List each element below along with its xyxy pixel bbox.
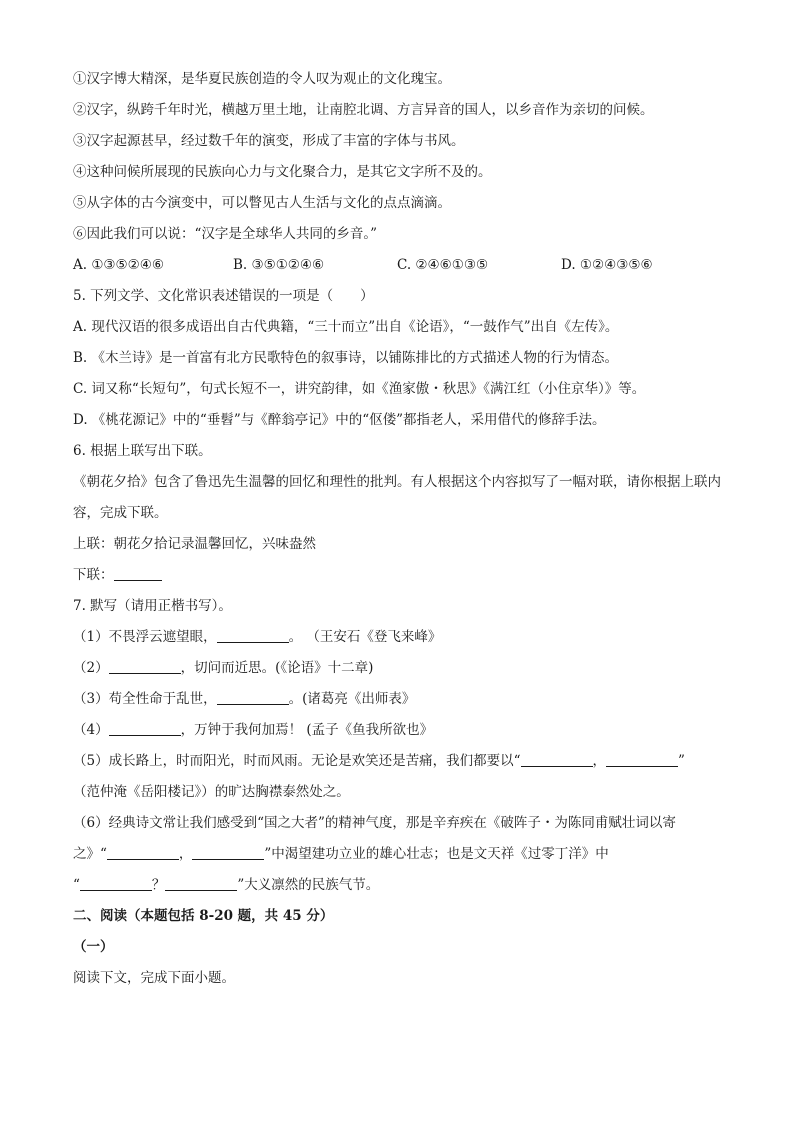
q4-options [73, 250, 723, 281]
q7-6-blank-2[interactable] [192, 845, 264, 860]
q4-item-4: ④这种问候所展现的民族向心力与文化聚合力，是其它文字所不及的。 [73, 164, 492, 180]
q7-item-2: （2） ，切问而近思。(《论语》十二章) [73, 660, 374, 676]
q7-item-5-cont: （范仲淹《岳阳楼记》）的旷达胸襟泰然处之。 [73, 784, 350, 800]
q7-2-blank[interactable] [109, 659, 181, 674]
q4-option-b: B. ③⑤①②④⑥ [233, 257, 325, 273]
q6-answer-blank[interactable] [114, 566, 162, 581]
q4-option-d: D. ①②④③⑤⑥ [561, 257, 653, 273]
section-2-title: 二、阅读（本题包括 8-20 题，共 45 分） [73, 908, 334, 924]
q6-text: 《朝花夕拾》包含了鲁迅先生温馨的回忆和理性的批判。有人根据这个内容拟写了一幅对联，请你根据上联内容，完成下联。 [73, 474, 721, 521]
q7-4-blank[interactable] [109, 721, 181, 736]
q5-option-c: C. 词又称“长短句”，句式长短不一，讲究韵律，如《渔家傲・秋思》《满江红（小住京华）》等。 [73, 381, 646, 397]
q5-option-d: D. 《桃花源记》中的“垂髫”与《醉翁亭记》中的“伛偻”都指老人，采用借代的修辞手法。 [73, 412, 606, 428]
q6-lower-label: 下联： [73, 567, 114, 583]
q7-item-5: （5）成长路上，时而阳光，时而风雨。无论是欢笑还是苦痛，我们都要以“ ， ” [73, 753, 685, 769]
q7-6-blank-3[interactable] [80, 876, 152, 891]
q7-stem: 7. 默写（请用正楷书写）。 [73, 598, 232, 614]
q7-6-blank-1[interactable] [107, 845, 179, 860]
q4-option-a: A. ①③⑤②④⑥ [73, 257, 164, 273]
section-2-subtitle: （一） [73, 939, 114, 955]
q6-stem: 6. 根据上联写出下联。 [73, 443, 212, 459]
q4-item-3: ③汉字起源甚早，经过数千年的演变，形成了丰富的字体与书风。 [73, 133, 465, 149]
q4-item-5: ⑤从字体的古今演变中，可以瞥见古人生活与文化的点点滴滴。 [73, 195, 451, 211]
q4-item-6: ⑥因此我们可以说：“汉字是全球华人共同的乡音。” [73, 226, 378, 242]
q6-lower-couplet [73, 560, 723, 591]
q7-1-blank[interactable] [217, 628, 289, 643]
q7-item-3: （3）苟全性命于乱世， 。(诸葛亮《出师表》 [73, 691, 416, 707]
q4-item-1: ①汉字博大精深，是华夏民族创造的令人叹为观止的文化瑰宝。 [73, 71, 451, 87]
section-2-instruction: 阅读下文，完成下面小题。 [73, 970, 235, 986]
q7-3-blank[interactable] [217, 690, 289, 705]
q7-5-blank-2[interactable] [606, 752, 678, 767]
q6-upper-couplet: 上联：朝花夕拾记录温馨回忆，兴味盎然 [73, 536, 316, 552]
q7-6-blank-4[interactable] [165, 876, 237, 891]
q7-item-1: （1）不畏浮云遮望眼， 。 （王安石《登飞来峰》 [73, 629, 442, 645]
q7-item-6-cont: 之》“ ， ”中渴望建功立业的雄心壮志；也是文天祥《过零丁洋》中 [73, 846, 609, 862]
q5-stem: 5. 下列文学、文化常识表述错误的一项是（ ） [73, 288, 374, 304]
q4-option-c: C. ②④⑥①③⑤ [397, 257, 489, 273]
q7-5-blank-1[interactable] [521, 752, 593, 767]
q5-option-b: B. 《木兰诗》是一首富有北方民歌特色的叙事诗，以铺陈排比的方式描述人物的行为情态。 [73, 350, 619, 366]
q4-item-2: ②汉字，纵跨千年时光，横越万里土地，让南腔北调、方言异音的国人，以乡音作为亲切的问候。 [73, 102, 654, 118]
q5-option-a: A. 现代汉语的很多成语出自古代典籍，“三十而立”出自《论语》，“一鼓作气”出自《左传》。 [73, 319, 619, 335]
q7-item-6: （6）经典诗文常让我们感受到“国之大者”的精神气度，那是辛弃疾在《破阵子・为陈同甫赋壮词以寄 [73, 815, 676, 831]
q7-item-6-cont2: “ ？ ”大义凛然的民族气节。 [73, 877, 380, 893]
q7-item-4: （4） ，万钟于我何加焉！ (孟子《鱼我所欲也》 [73, 722, 434, 738]
document-page [73, 64, 723, 994]
